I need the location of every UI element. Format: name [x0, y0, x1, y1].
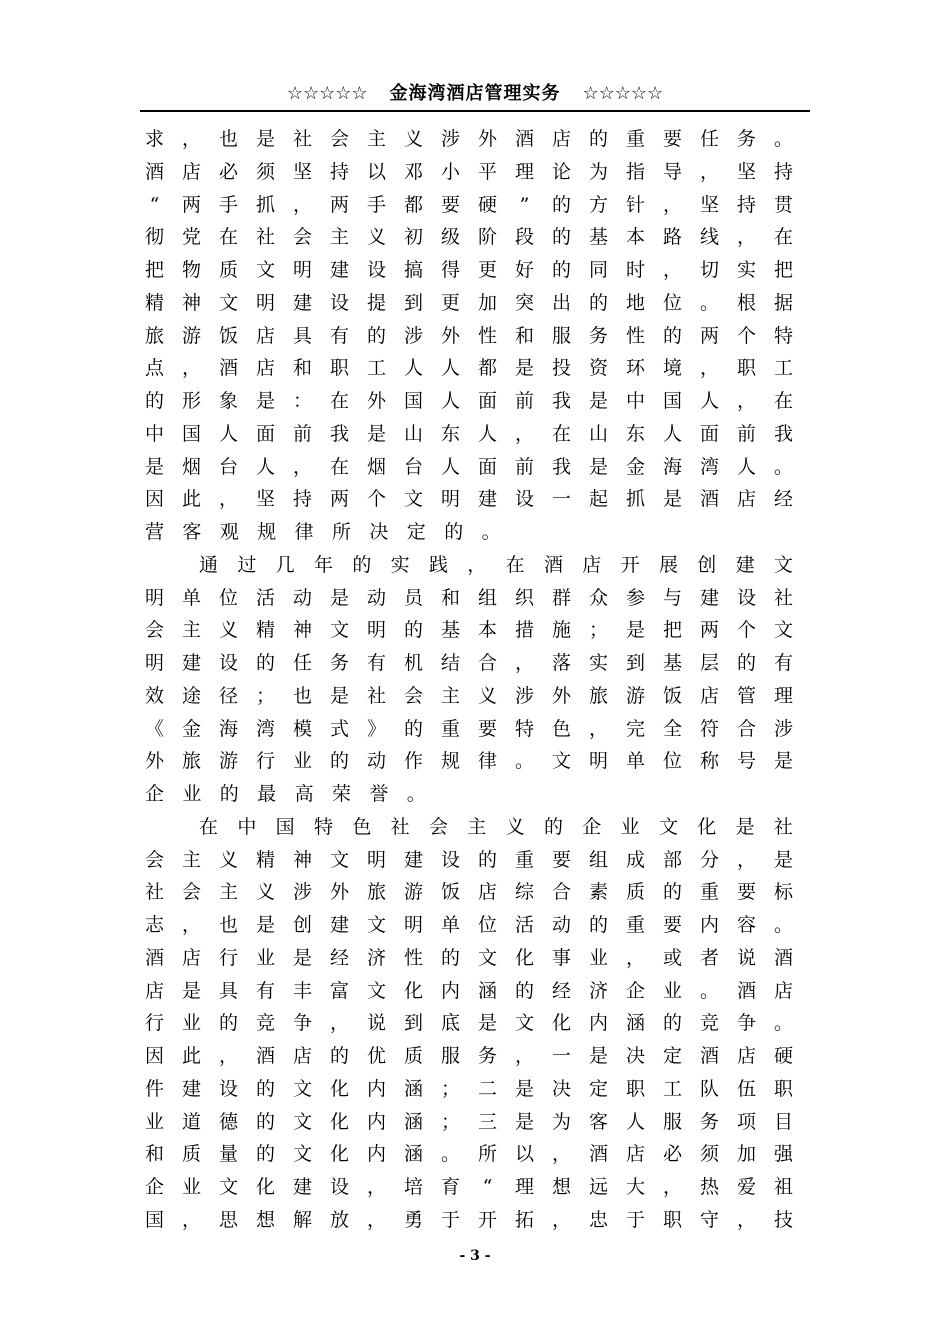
text-line: 行 业 的 竞 争 ， 说 到 底 是 文 化 内 涵 的 竞 争 。	[145, 1012, 794, 1035]
text-line: 效 途 径 ； 也 是 社 会 主 义 涉 外 旅 游 饭 店 管 理	[145, 684, 794, 707]
text-line: 企业的最高荣誉。	[145, 783, 445, 805]
text-line: 业 道 德 的 文 化 内 涵 ； 三 是 为 客 人 服 务 项 目	[145, 1110, 794, 1133]
text-line: 店 是 具 有 丰 富 文 化 内 涵 的 经 济 企 业 。 酒 店	[145, 979, 794, 1002]
header-stars-left: ☆☆☆☆☆	[286, 83, 368, 104]
text-line: 通 过 几 年 的 实 践 ， 在 酒 店 开 展 创 建 文	[199, 553, 793, 576]
text-line: 国 ， 思 想 解 放 ， 勇 于 开 拓 ， 忠 于 职 守 ， 技	[145, 1208, 794, 1231]
text-line: 件 建 设 的 文 化 内 涵 ； 二 是 决 定 职 工 队 伍 职	[145, 1077, 794, 1100]
header-rule	[140, 110, 810, 112]
header-stars-right: ☆☆☆☆☆	[582, 83, 664, 104]
text-line: 彻 党 在 社 会 主 义 初 级 阶 段 的 基 本 路 线 ， 在	[145, 226, 794, 249]
text-line: 精 神 文 明 建 设 提 到 更 加 突 出 的 地 位 。 根 据	[145, 291, 794, 314]
text-line: “ 两 手 抓 ， 两 手 都 要 硬 ” 的 方 针 ， 坚 持 贯	[149, 193, 794, 216]
page-number: - 3 -	[459, 1248, 491, 1264]
text-line: 点 ， 酒 店 和 职 工 人 人 都 是 投 资 环 境 ， 职 工	[145, 357, 794, 380]
text-line: 酒 店 必 须 坚 持 以 邓 小 平 理 论 为 指 导 ， 坚 持	[145, 160, 794, 183]
header-title: 金海湾酒店管理实务	[389, 83, 561, 104]
page-header	[140, 82, 810, 106]
text-line: 的 形 象 是 ： 在 外 国 人 面 前 我 是 中 国 人 ， 在	[145, 390, 794, 412]
text-line: 因 此 ， 酒 店 的 优 质 服 务 ， 一 是 决 定 酒 店 硬	[145, 1045, 794, 1067]
text-line: 外 旅 游 行 业 的 动 作 规 律 。 文 明 单 位 称 号 是	[145, 750, 794, 773]
text-line: 志 ， 也 是 创 建 文 明 单 位 活 动 的 重 要 内 容 。	[145, 914, 794, 936]
text-line: 中 国 人 面 前 我 是 山 东 人 ， 在 山 东 人 面 前 我	[145, 422, 794, 445]
text-line: 营客观规律所决定的。	[145, 521, 520, 543]
text-line: 把 物 质 文 明 建 设 搞 得 更 好 的 同 时 ， 切 实 把	[145, 259, 794, 281]
text-line: 社 会 主 义 涉 外 旅 游 饭 店 综 合 素 质 的 重 要 标	[145, 881, 794, 904]
text-line: 在 中 国 特 色 社 会 主 义 的 企 业 文 化 是 社	[199, 815, 793, 838]
text-line: 是 烟 台 人 ， 在 烟 台 人 面 前 我 是 金 海 湾 人 。	[145, 455, 794, 478]
text-line: 和 质 量 的 文 化 内 涵 。 所 以 ， 酒 店 必 须 加 强	[145, 1143, 794, 1166]
text-line: 会 主 义 精 神 文 明 的 基 本 措 施 ； 是 把 两 个 文	[145, 619, 794, 642]
text-line: 求 ， 也 是 社 会 主 义 涉 外 酒 店 的 重 要 任 务 。	[145, 128, 794, 150]
text-line: 企 业 文 化 建 设 ， 培 育 “ 理 想 远 大 ， 热 爱 祖	[145, 1176, 794, 1198]
body-text	[145, 123, 793, 1237]
text-line: 因 此 ， 坚 持 两 个 文 明 建 设 一 起 抓 是 酒 店 经	[145, 488, 794, 511]
text-line: 酒 店 行 业 是 经 济 性 的 文 化 事 业 ， 或 者 说 酒	[145, 946, 794, 969]
text-line: 旅 游 饭 店 具 有 的 涉 外 性 和 服 务 性 的 两 个 特	[145, 324, 794, 347]
text-line: 会 主 义 精 神 文 明 建 设 的 重 要 组 成 部 分 ， 是	[145, 848, 794, 871]
text-line: 《 金 海 湾 模 式 》 的 重 要 特 色 ， 完 全 符 合 涉	[145, 717, 794, 740]
text-line: 明 建 设 的 任 务 有 机 结 合 ， 落 实 到 基 层 的 有	[145, 652, 794, 674]
text-line: 明 单 位 活 动 是 动 员 和 组 织 群 众 参 与 建 设 社	[145, 586, 794, 609]
